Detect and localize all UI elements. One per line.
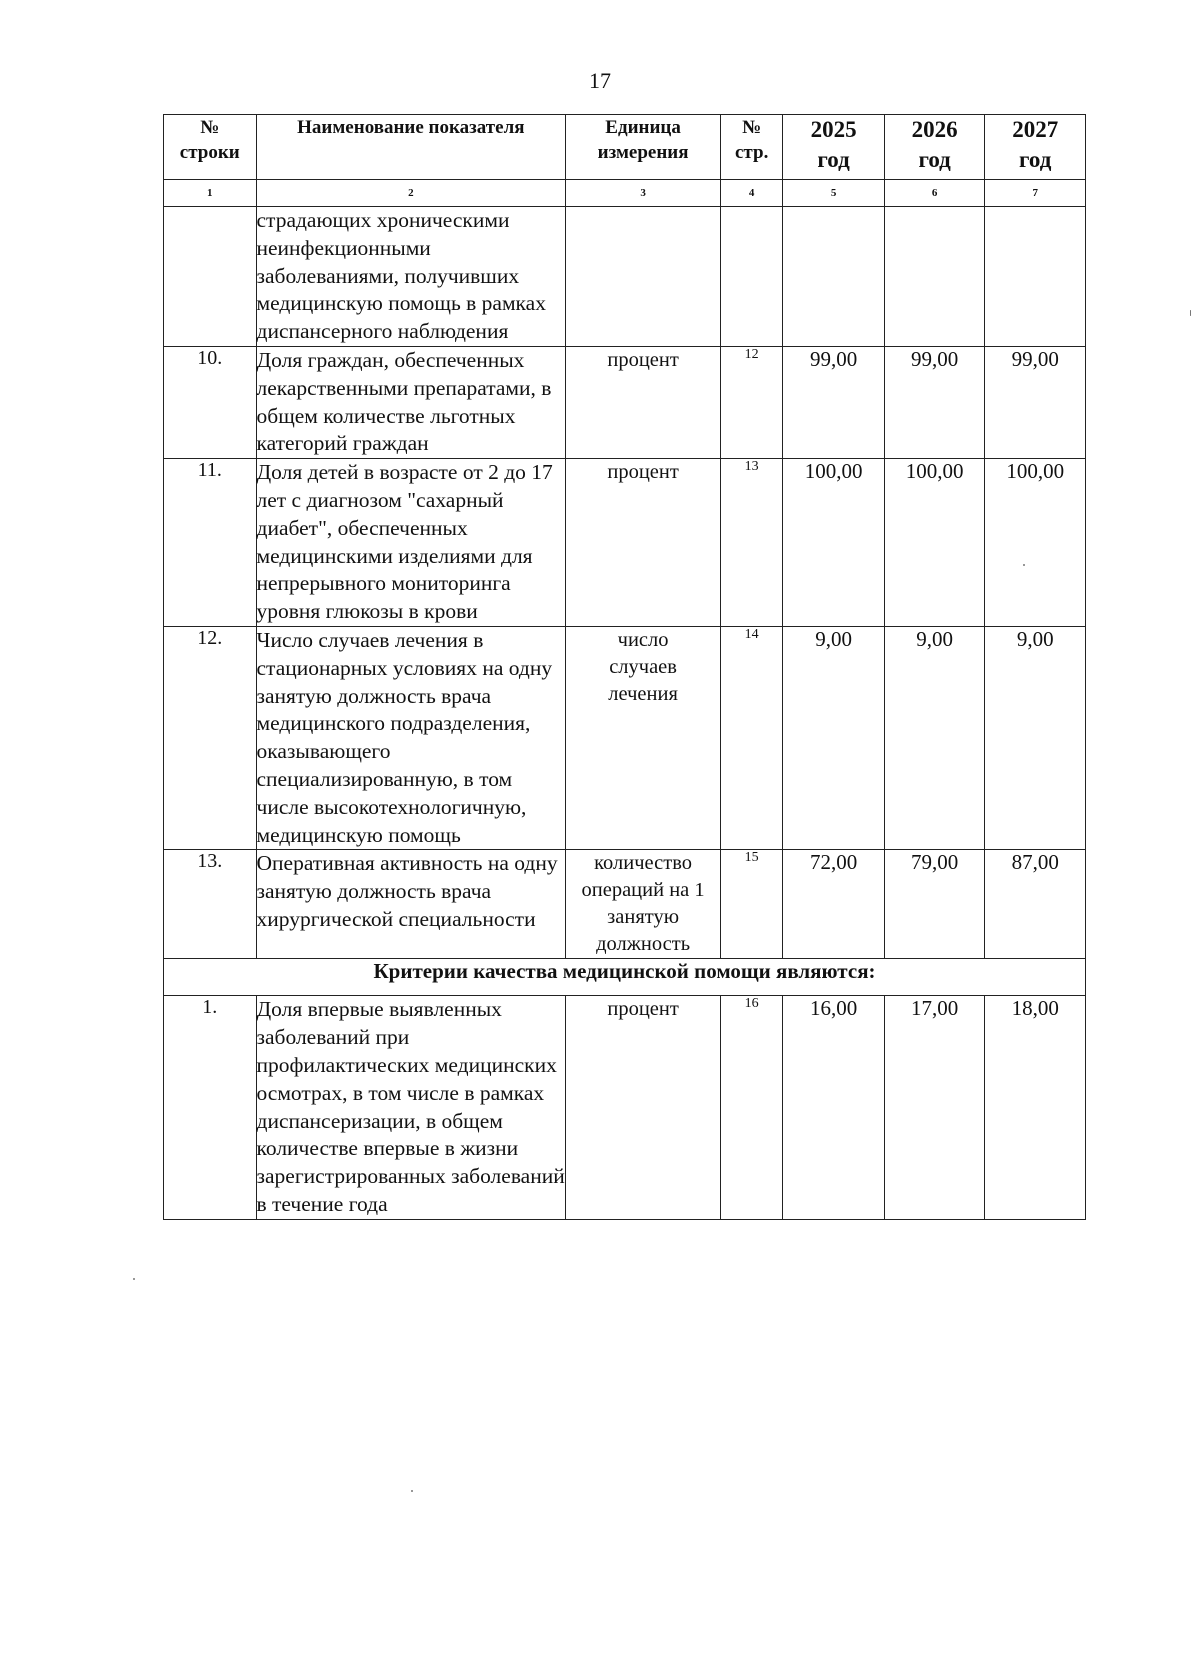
row-number: 1. <box>164 996 257 1219</box>
table-row <box>164 207 1086 347</box>
ref-number <box>721 207 783 347</box>
header-row-number: № строки <box>164 115 257 180</box>
value-2027 <box>985 207 1086 347</box>
indicator-name: Доля граждан, обеспеченных лекарственными препаратами, в общем количестве льготных категорий граждан <box>256 346 566 458</box>
ref-number: 14 <box>721 626 783 849</box>
section-header-row <box>164 959 1086 996</box>
value-2026: 79,00 <box>884 850 985 959</box>
ref-number: 13 <box>721 459 783 627</box>
row-number: 11. <box>164 459 257 627</box>
value-2026: 100,00 <box>884 459 985 627</box>
unit: процент <box>566 459 721 627</box>
value-2026: 99,00 <box>884 346 985 458</box>
scan-speck <box>411 1490 413 1492</box>
value-2026 <box>884 207 985 347</box>
indicator-name: Доля детей в возрасте от 2 до 17 лет с диагнозом "сахарный диабет", обеспеченных медицинскими изделиями для непрерывного мониторинга уровня глюкозы в крови <box>256 459 566 627</box>
value-2026: 17,00 <box>884 996 985 1219</box>
row-number: 10. <box>164 346 257 458</box>
value-2025: 100,00 <box>783 459 885 627</box>
value-2025 <box>783 207 885 347</box>
header-year-2026: 2026 год <box>884 115 985 180</box>
ref-number: 12 <box>721 346 783 458</box>
header-unit: Единица измерения <box>566 115 721 180</box>
column-numbers-row <box>164 180 1086 207</box>
indicator-name: Доля впервые выявленных заболеваний при профилактических медицинских осмотрах, в том числе в рамках диспансеризации, в общем количестве впервые в жизни зарегистрированных заболеваний в течение года <box>256 996 566 1219</box>
column-number: 3 <box>566 180 721 207</box>
column-number: 6 <box>884 180 985 207</box>
value-2025: 72,00 <box>783 850 885 959</box>
ref-number: 15 <box>721 850 783 959</box>
indicators-table <box>163 114 1086 1220</box>
table-row <box>164 459 1086 627</box>
header-year-2025: 2025 год <box>783 115 885 180</box>
value-2025: 16,00 <box>783 996 885 1219</box>
value-2027: 87,00 <box>985 850 1086 959</box>
value-2026: 9,00 <box>884 626 985 849</box>
scan-speck <box>133 1278 135 1280</box>
section-title: Критерии качества медицинской помощи являются: <box>164 959 1086 996</box>
column-number: 2 <box>256 180 566 207</box>
unit: процент <box>566 996 721 1219</box>
table-row <box>164 996 1086 1219</box>
value-2027: 99,00 <box>985 346 1086 458</box>
indicator-name: страдающих хроническими неинфекционными заболеваниями, получивших медицинскую помощь в рамках диспансерного наблюдения <box>256 207 566 347</box>
unit: процент <box>566 346 721 458</box>
column-number: 7 <box>985 180 1086 207</box>
header-indicator-name: Наименование показателя <box>256 115 566 180</box>
table-header-row <box>164 115 1086 180</box>
page-number: 17 <box>589 68 611 93</box>
indicator-name: Оперативная активность на одну занятую должность врача хирургической специальности <box>256 850 566 959</box>
column-number: 5 <box>783 180 885 207</box>
scan-speck <box>1190 310 1191 316</box>
scan-speck <box>1023 564 1025 566</box>
table-row <box>164 850 1086 959</box>
header-year-2027: 2027 год <box>985 115 1086 180</box>
table-row <box>164 346 1086 458</box>
value-2027: 9,00 <box>985 626 1086 849</box>
row-number <box>164 207 257 347</box>
table-row <box>164 626 1086 849</box>
indicator-name: Число случаев лечения в стационарных условиях на одну занятую должность врача медицинского подразделения, оказывающего специализированную, в том числе высокотехнологичную, медицинскую помощь <box>256 626 566 849</box>
value-2027: 100,00 <box>985 459 1086 627</box>
ref-number: 16 <box>721 996 783 1219</box>
column-number: 4 <box>721 180 783 207</box>
unit <box>566 207 721 347</box>
row-number: 12. <box>164 626 257 849</box>
row-number: 13. <box>164 850 257 959</box>
unit: число случаев лечения <box>566 626 721 849</box>
unit: количество операций на 1 занятую должность <box>566 850 721 959</box>
value-2027: 18,00 <box>985 996 1086 1219</box>
value-2025: 9,00 <box>783 626 885 849</box>
column-number: 1 <box>164 180 257 207</box>
value-2025: 99,00 <box>783 346 885 458</box>
header-ref-number: № стр. <box>721 115 783 180</box>
